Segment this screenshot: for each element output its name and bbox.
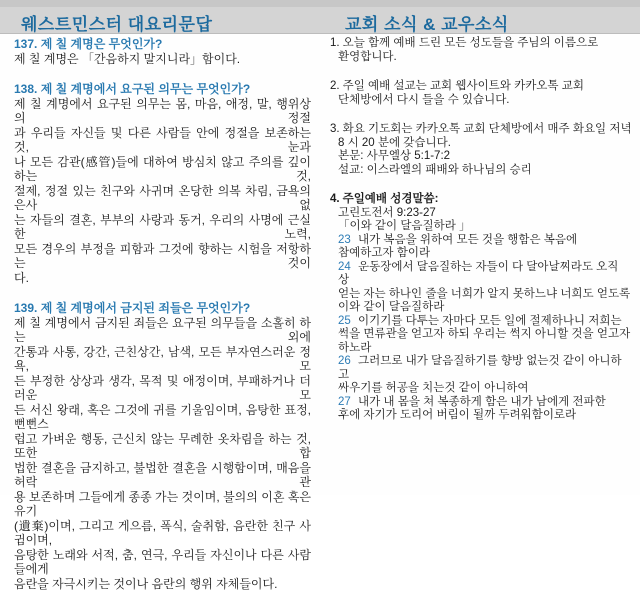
news-item: [330, 193, 632, 423]
answer-line: 용 보존하며 그들에게 종종 가는 것이며, 불의의 이혼 혹은 유기: [14, 489, 311, 518]
header-band: [0, 0, 640, 34]
answer-line: 음란을 자극시키는 것이나 음란의 행위 자체들이다.: [14, 576, 278, 591]
verse-line: [338, 234, 632, 248]
verse-line: 썩을 면류관을 얻고자 하되 우리는 썩지 아니할 것을 얻고자: [338, 328, 631, 340]
news-line: 8 시 20 분에 갖습니다.: [338, 136, 451, 149]
verse-text: 운동장에서 달음질하는 자들이 다 달아날찌라도 오직 상: [338, 260, 619, 286]
header-top-strip: [0, 0, 640, 7]
verse-line: [338, 315, 632, 329]
catechism-answer: [14, 316, 311, 592]
verse-line: [338, 261, 632, 288]
news-item: [330, 80, 632, 107]
news-item-number: 2.: [330, 80, 340, 92]
answer-line: 제 칠 계명에서 금지된 죄들은 요구된 의무들을 소홀히 하는 외에: [14, 315, 311, 344]
news-item-number: 1.: [330, 37, 340, 49]
news-item-number: 3.: [330, 123, 340, 135]
answer-line: 모든 경우의 부정을 피함과 그것에 향하는 시험을 저항하는 것이: [14, 241, 311, 270]
news-item: [330, 123, 632, 177]
answer-line: 음탕한 노래와 서적, 춤, 연극, 우리들 자신이나 다른 사람들에게: [14, 547, 311, 576]
news-line: 「이와 같이 달음질하라 」: [338, 220, 471, 232]
catechism-answer: [14, 97, 311, 286]
verse-line: 후에 자기가 도리어 버림이 될까 두려워함이로라: [338, 409, 577, 421]
news-column-title: 교회 소식 & 교우소식: [345, 15, 509, 34]
verse-number: 24: [338, 260, 351, 273]
news-line: 설교: 이스라엘의 패배와 하나님의 승리: [338, 163, 532, 176]
answer-line: 제 칠 계명에서 요구된 의무는 몸, 마음, 애정, 말, 행위상의 정절: [14, 96, 311, 125]
verse-number: 23: [338, 233, 351, 246]
news-line: 환영합니다.: [338, 50, 397, 63]
answer-line: 법한 결혼을 금지하고, 불법한 결혼을 시행함이며, 매음을 허락 관: [14, 460, 311, 489]
verse-number: 27: [338, 395, 351, 408]
verse-number: 25: [338, 314, 351, 327]
news-line: 본문: 사무엘상 5:1-7:2: [338, 150, 451, 162]
news-line: [330, 80, 632, 94]
news-line: 고린도전서 9:23-27: [338, 206, 436, 219]
answer-line: 나 모든 감관(感管)들에 대하여 방심치 않고 주의를 깊이 하는 것,: [14, 154, 311, 183]
catechism-question: 139. 제 칠 계명에서 금지된 죄들은 무엇인가?: [14, 301, 251, 315]
verse-text: 내가 내 몸을 쳐 복종하게 함은 내가 남에게 전파한: [358, 395, 606, 408]
answer-line: 럽고 가벼운 행동, 근신치 않는 무례한 옷차림을 하는 것, 또한 합: [14, 431, 311, 460]
verse-line: 참예하고자 함이라: [338, 247, 431, 259]
catechism-column: [14, 37, 311, 607]
catechism-column-title: 웨스트민스터 대요리문답: [21, 15, 213, 34]
answer-line: 든 서신 왕래, 혹은 그것에 귀를 기울임이며, 음탕한 표정, 뻔뻔스: [14, 402, 311, 431]
news-item-number: 4.: [330, 193, 340, 205]
verse-line: 싸우기를 허공을 치는것 같이 아니하여: [338, 382, 529, 394]
answer-line: 절제, 정절 있는 친구와 사귀며 온당한 의복 차림, 금욕의 은사 없: [14, 183, 311, 212]
verse-line: 이와 같이 달음질하라: [338, 301, 445, 313]
answer-line: 과 우리들 자신들 및 다른 사람들 안에 정절을 보존하는 것, 눈과: [14, 125, 311, 154]
answer-line: 다.: [14, 270, 29, 285]
news-line: [330, 123, 632, 137]
answer-line: 간통과 사통, 강간, 근친상간, 남색, 모든 부자연스러운 정욕, 모: [14, 344, 311, 373]
answer-line: (遺棄)이며, 그리고 게으름, 폭식, 술취함, 음란한 친구 사귐이며,: [14, 518, 311, 547]
verse-text: 이기기를 다투는 자마다 모든 일에 절제하나니 저희는: [358, 314, 622, 327]
answer-line: 는 자들의 결혼, 부부의 사랑과 동거, 우리의 사명에 근실한 노력,: [14, 212, 311, 241]
answer-line: 든 부정한 상상과 생각, 목적 및 애정이며, 부패하거나 더러운 모: [14, 373, 311, 402]
verse-line: [338, 396, 632, 410]
news-line-text: 화요 기도회는 카카오톡 교회 단체방에서 매주 화요일 저녁: [342, 123, 632, 135]
news-line-text: 주일예배 성경말씀:: [342, 193, 439, 205]
verse-text: 그러므로 내가 달음질하기를 향방 없는것 같이 아니하고: [338, 355, 622, 381]
catechism-qa-block: [14, 37, 311, 66]
catechism-answer: [14, 52, 311, 67]
news-column: [330, 37, 632, 439]
catechism-qa-block: [14, 82, 311, 285]
news-line-text: 오늘 함께 예배 드린 모든 성도들을 주님의 이름으로: [342, 37, 599, 49]
catechism-question: 137. 제 칠 계명은 무엇인가?: [14, 37, 163, 51]
verse-line: 얻는 자는 하나인 줄을 너희가 알지 못하느냐 너희도 얻도록: [338, 287, 631, 300]
news-line-text: 주일 예배 설교는 교회 웹사이트와 카카오톡 교회: [342, 80, 584, 92]
catechism-qa-block: [14, 301, 311, 591]
verse-text: 내가 복음을 위하여 모든 것을 행함은 복음에: [358, 233, 578, 246]
answer-line: 제 칠 계명은 「간음하지 말지니라」함이다.: [14, 51, 241, 66]
verse-number: 26: [338, 355, 351, 367]
verse-line: 하노라: [338, 341, 372, 354]
news-item: [330, 37, 632, 64]
news-line: 단체방에서 다시 들을 수 있습니다.: [338, 93, 510, 106]
verse-line: [338, 355, 632, 382]
news-line: [330, 37, 632, 51]
news-line: [330, 193, 632, 207]
catechism-question: 138. 제 칠 계명에서 요구된 의무는 무엇인가?: [14, 82, 251, 96]
